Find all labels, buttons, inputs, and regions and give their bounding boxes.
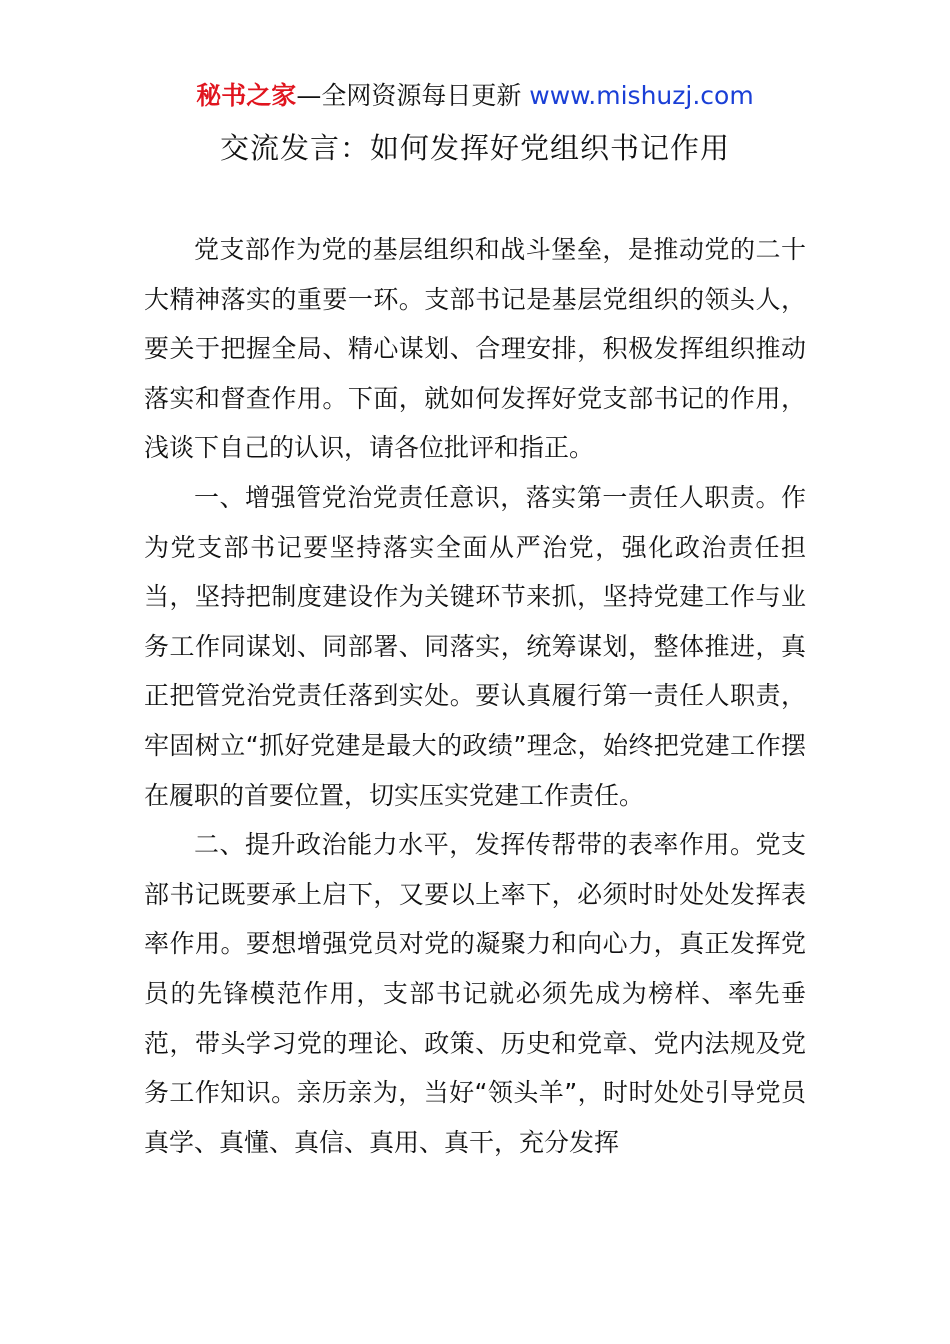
header-tagline: —全网资源每日更新 — [296, 81, 530, 110]
paragraph-section-2: 二、提升政治能力水平，发挥传帮带的表率作用。党支部书记既要承上启下，又要以上率下，必须时时处处发挥表率作用。要想增强党员对党的凝聚力和向心力，真正发挥党员的先锋模范作用，支部书记就必须先成为榜样、率先垂范，带头学习党的理论、政策、历史和党章、党内法规及党务工作知识。亲历亲为，当好“领头羊”，时时处处引导党员真学、真懂、真信、真用、真干，充分发挥 — [144, 830, 806, 1157]
brand-name: 秘书之家 — [196, 81, 297, 110]
site-url-link[interactable]: www.mishuzj.com — [529, 81, 754, 110]
document-title: 交流发言：如何发挥好党组织书记作用 — [219, 131, 730, 165]
document-body — [144, 225, 806, 1167]
paragraph-section-1: 一、增强管党治党责任意识，落实第一责任人职责。作为党支部书记要坚持落实全面从严治党，强化政治责任担当，坚持把制度建设作为关键环节来抓，坚持党建工作与业务工作同谋划、同部署、同落实，统筹谋划，整体推进，真正把管党治党责任落到实处。要认真履行第一责任人职责，牢固树立“抓好党建是最大的政绩”理念，始终把党建工作摆在履职的首要位置，切实压实党建工作责任。 — [144, 482, 806, 810]
site-header — [0, 80, 950, 112]
paragraph-intro: 党支部作为党的基层组织和战斗堡垒，是推动党的二十大精神落实的重要一环。支部书记是基层党组织的领头人，要关于把握全局、精心谋划、合理安排，积极发挥组织推动落实和督查作用。下面，就如何发挥好党支部书记的作用，浅谈下自己的认识，请各位批评和指正。 — [144, 235, 806, 463]
